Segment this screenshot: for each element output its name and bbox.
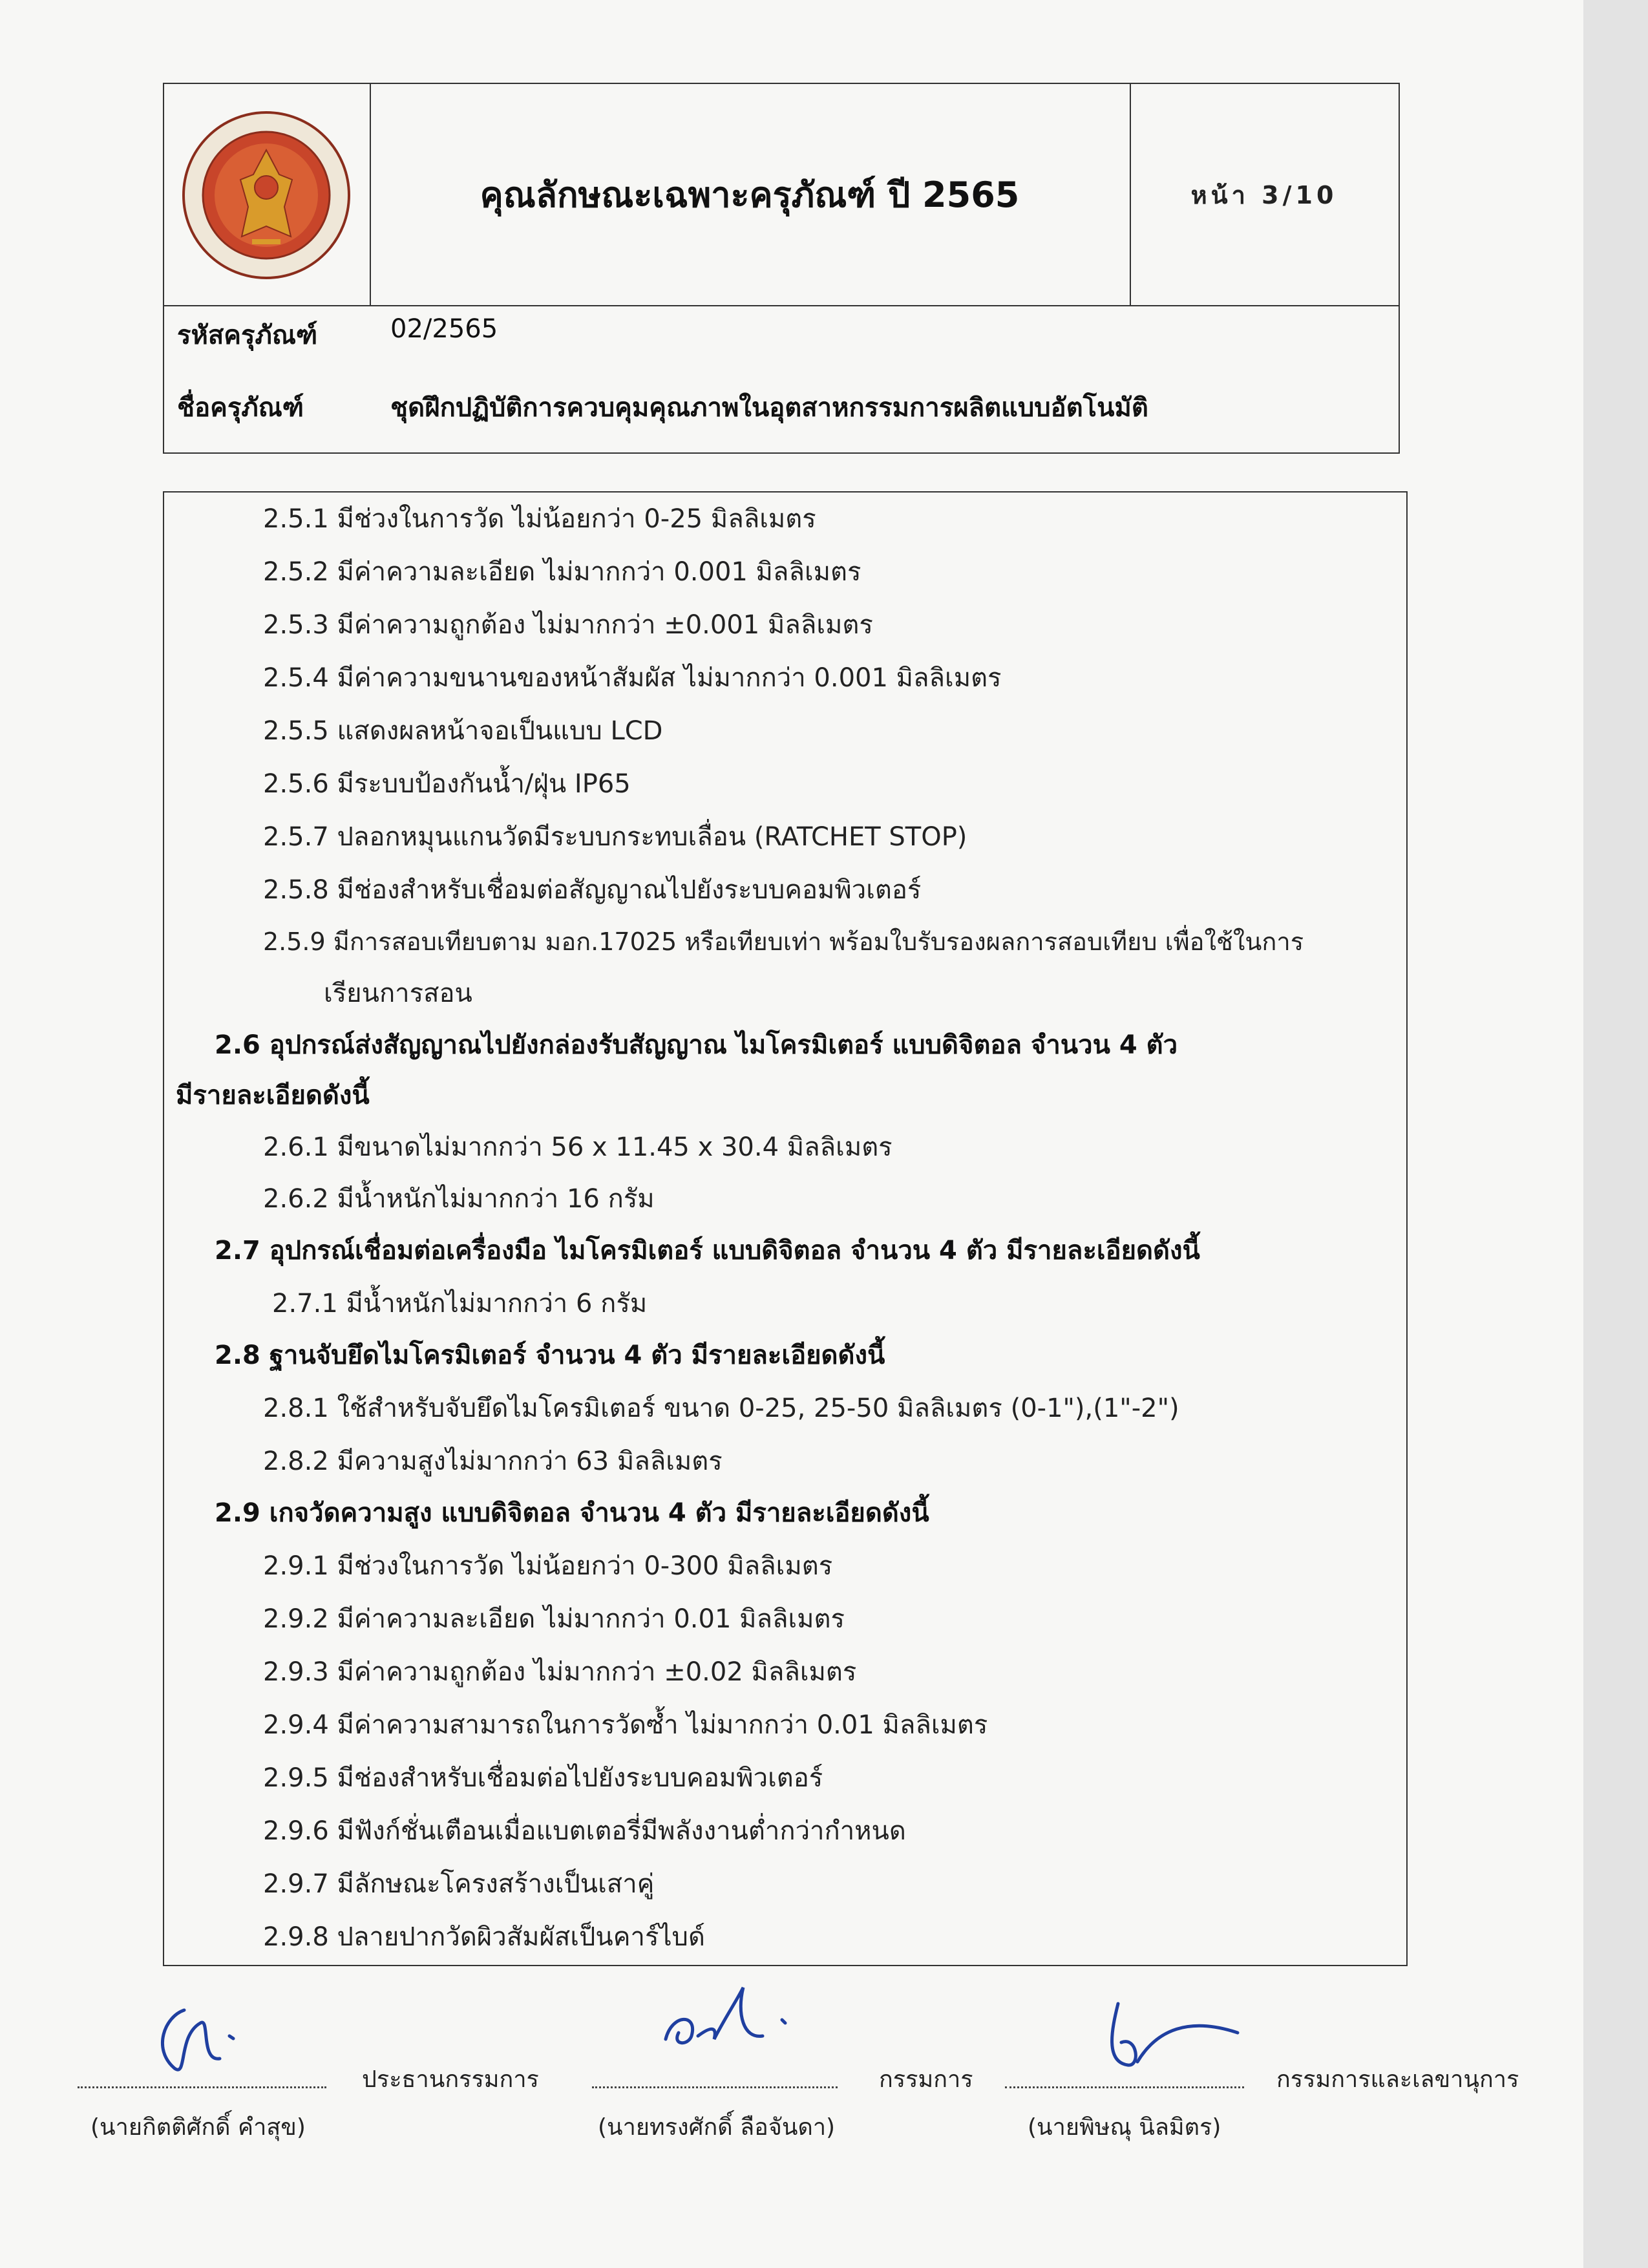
list-item: 2.9.6 มีฟังก์ชั่นเตือนเมื่อแบตเตอรี่มีพลังงานต่ำกว่ากำหนด xyxy=(263,1816,906,1846)
list-item: 2.5.5 แสดงผลหน้าจอเป็นแบบ LCD xyxy=(263,716,663,746)
signature-line-1 xyxy=(78,2086,326,2088)
list-item: 2.5.6 มีระบบป้องกันน้ำ/ฝุ่น IP65 xyxy=(263,769,631,799)
spec-body xyxy=(163,491,1408,1966)
list-item: 2.6.2 มีน้ำหนักไม่มากกว่า 16 กรัม xyxy=(263,1184,655,1214)
list-item: เรียนการสอน xyxy=(324,979,472,1008)
list-item: 2.5.3 มีค่าความถูกต้อง ไม่มากกว่า ±0.001 มิลลิเมตร xyxy=(263,610,873,640)
document-title: คุณลักษณะเฉพาะครุภัณฑ์ ปี 2565 xyxy=(480,175,1020,215)
page-number: หน้า 3/10 xyxy=(1190,180,1338,209)
logo-cell xyxy=(164,84,371,305)
signature-3 xyxy=(1092,1991,1247,2088)
code-row xyxy=(177,314,498,355)
signature-2 xyxy=(653,1975,808,2078)
list-item: 2.5.2 มีค่าความละเอียด ไม่มากกว่า 0.001 มิลลิเมตร xyxy=(263,557,861,587)
scan-edge xyxy=(1583,0,1648,2268)
list-item: 2.9.7 มีลักษณะโครงสร้างเป็นเสาคู่ xyxy=(263,1869,655,1899)
list-item: 2.9.3 มีค่าความถูกต้อง ไม่มากกว่า ±0.02 มิลลิเมตร xyxy=(263,1657,857,1687)
list-item: 2.8.1 ใช้สำหรับจับยึดไมโครมิเตอร์ ขนาด 0-25, 25-50 มิลลิเมตร (0-1"),(1"-2") xyxy=(263,1394,1179,1423)
header-divider xyxy=(164,305,1399,306)
signature-1 xyxy=(139,1997,255,2094)
section-heading: 2.6 อุปกรณ์ส่งสัญญาณไปยังกล่องรับสัญญาณ ไมโครมิเตอร์ แบบดิจิตอล จำนวน 4 ตัว xyxy=(215,1030,1178,1060)
list-item: 2.9.4 มีค่าความสามารถในการวัดซ้ำ ไม่มากกว่า 0.01 มิลลิเมตร xyxy=(263,1710,988,1740)
code-label: รหัสครุภัณฑ์ xyxy=(177,321,318,350)
vocational-commission-logo xyxy=(181,110,352,281)
title-cell xyxy=(370,84,1131,305)
page-cell xyxy=(1130,84,1399,305)
name-value: ชุดฝึกปฏิบัติการควบคุมคุณภาพในอุตสาหกรรมการผลิตแบบอัตโนมัติ xyxy=(390,393,1148,423)
list-item: 2.5.4 มีค่าความขนานของหน้าสัมผัส ไม่มากกว่า 0.001 มิลลิเมตร xyxy=(263,663,1002,693)
list-item: 2.5.1 มีช่วงในการวัด ไม่น้อยกว่า 0-25 มิลลิเมตร xyxy=(263,504,816,534)
section-heading: 2.9 เกจวัดความสูง แบบดิจิตอล จำนวน 4 ตัว มีรายละเอียดดังนี้ xyxy=(215,1498,929,1528)
list-item: 2.8.2 มีความสูงไม่มากกว่า 63 มิลลิเมตร xyxy=(263,1447,723,1476)
signer-name-2: (นายทรงศักดิ์ ลือจันดา) xyxy=(598,2114,836,2141)
name-row xyxy=(177,387,1148,428)
signer-name-1: (นายกิตติศักดิ์ คำสุข) xyxy=(90,2114,306,2141)
list-item: 2.7.1 มีน้ำหนักไม่มากกว่า 6 กรัม xyxy=(272,1289,648,1319)
section-heading: 2.8 ฐานจับยึดไมโครมิเตอร์ จำนวน 4 ตัว มีรายละเอียดดังนี้ xyxy=(215,1341,885,1370)
section-heading: 2.7 อุปกรณ์เชื่อมต่อเครื่องมือ ไมโครมิเตอร์ แบบดิจิตอล จำนวน 4 ตัว มีรายละเอียดดังนี้ xyxy=(215,1236,1200,1266)
list-item: 2.6.1 มีขนาดไม่มากกว่า 56 x 11.45 x 30.4 มิลลิเมตร xyxy=(263,1132,893,1162)
signer-role-2: กรรมการ xyxy=(879,2066,973,2093)
list-item: 2.5.9 มีการสอบเทียบตาม มอก.17025 หรือเทียบเท่า พร้อมใบรับรองผลการสอบเทียบ เพื่อใช้ในการ xyxy=(263,927,1304,956)
signer-name-3: (นายพิษณุ นิลมิตร) xyxy=(1028,2114,1221,2141)
signature-line-3 xyxy=(1005,2086,1244,2088)
list-item: 2.9.2 มีค่าความละเอียด ไม่มากกว่า 0.01 มิลลิเมตร xyxy=(263,1604,845,1634)
code-value: 02/2565 xyxy=(390,314,498,344)
section-heading: มีรายละเอียดดังนี้ xyxy=(176,1081,370,1110)
list-item: 2.9.1 มีช่วงในการวัด ไม่น้อยกว่า 0-300 มิลลิเมตร xyxy=(263,1551,833,1581)
list-item: 2.9.8 ปลายปากวัดผิวสัมผัสเป็นคาร์ไบด์ xyxy=(263,1922,705,1952)
spec-header xyxy=(163,83,1400,454)
list-item: 2.9.5 มีช่องสำหรับเชื่อมต่อไปยังระบบคอมพิวเตอร์ xyxy=(263,1763,823,1793)
name-label: ชื่อครุภัณฑ์ xyxy=(177,393,304,423)
list-item: 2.5.7 ปลอกหมุนแกนวัดมีระบบกระทบเลื่อน (RATCHET STOP) xyxy=(263,822,967,852)
signature-line-2 xyxy=(592,2086,838,2088)
list-item: 2.5.8 มีช่องสำหรับเชื่อมต่อสัญญาณไปยังระบบคอมพิวเตอร์ xyxy=(263,875,922,905)
signer-role-3: กรรมการและเลขานุการ xyxy=(1276,2066,1519,2093)
signer-role-1: ประธานกรรมการ xyxy=(362,2066,539,2093)
